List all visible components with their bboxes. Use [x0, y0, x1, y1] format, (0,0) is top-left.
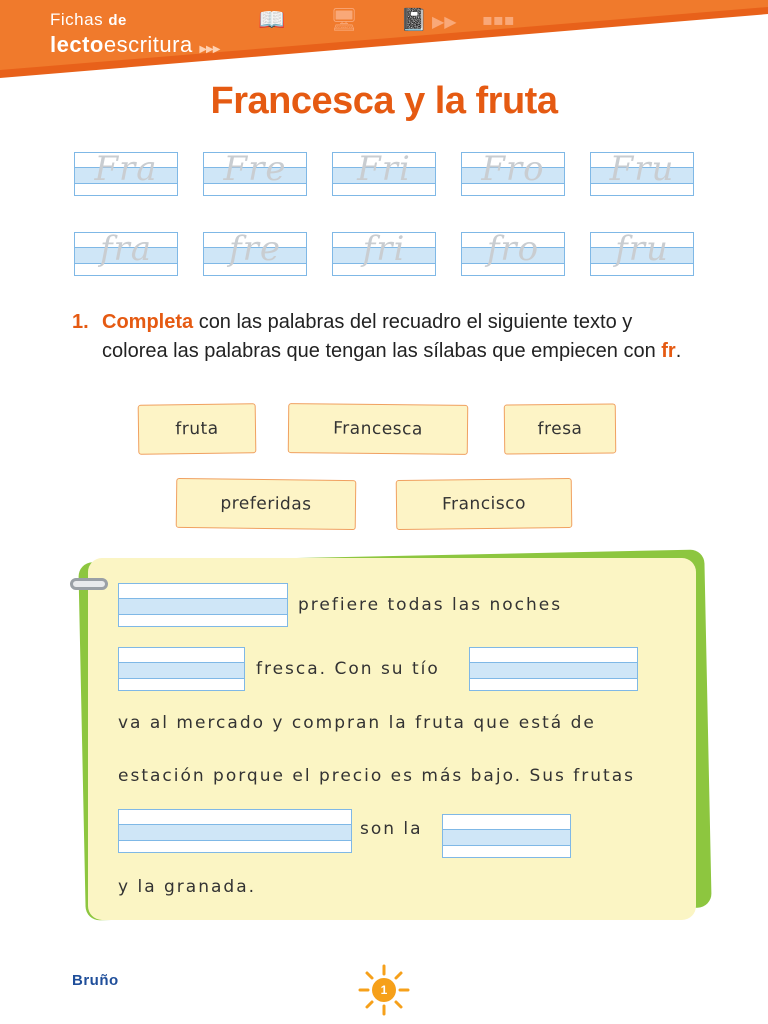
word-card[interactable]: fresa	[504, 403, 617, 454]
calligraphy-box[interactable]	[461, 149, 565, 196]
exercise-period: .	[675, 340, 682, 362]
passage-line-2: fresca. Con su tío	[256, 659, 440, 679]
calligraphy-box[interactable]	[461, 229, 565, 276]
exercise-number: 1.	[72, 311, 89, 333]
publisher-logo: Bruño	[72, 972, 119, 989]
calligraphy-box[interactable]	[203, 229, 307, 276]
exercise-highlight: fr	[661, 340, 676, 362]
passage-line-3: va al mercado y compran la fruta que está de	[118, 713, 596, 733]
brand-line-1	[50, 10, 127, 30]
passage-line-6: y la granada.	[118, 877, 257, 897]
brand-lecto: lecto	[50, 32, 104, 57]
passage-line-1: prefiere todas las noches	[298, 595, 563, 615]
calligraphy-text: Fri	[357, 149, 411, 189]
brand-fichas: Fichas	[50, 10, 104, 29]
word-card[interactable]: Francisco	[396, 478, 573, 530]
passage-line-5: son la	[360, 819, 423, 839]
calligraphy-text: Fru	[609, 149, 675, 189]
calligraphy-text: fru	[615, 229, 669, 269]
page-title: Francesca y la fruta	[210, 80, 558, 122]
tiles-icon: ▪▪▪	[482, 10, 515, 29]
word-card[interactable]: preferidas	[176, 478, 357, 530]
calligraphy-box[interactable]	[74, 229, 178, 276]
paperclip-icon	[70, 578, 108, 590]
calligraphy-text: Fra	[94, 149, 158, 189]
calligraphy-text: fri	[362, 229, 406, 269]
calligraphy-text: Fre	[223, 149, 287, 189]
calligraphy-text: fre	[229, 229, 281, 269]
exercise-keyword: Completa	[102, 311, 194, 333]
calligraphy-text: fra	[99, 229, 153, 269]
fill-blank-3[interactable]	[469, 647, 638, 691]
book-icon: 📖	[258, 8, 286, 33]
calligraphy-box[interactable]	[203, 149, 307, 196]
brand-line-2	[50, 32, 219, 58]
fill-blank-4[interactable]	[118, 809, 352, 853]
brand-de: de	[108, 12, 127, 29]
fill-blank-5[interactable]	[442, 814, 571, 858]
calligraphy-box[interactable]	[590, 229, 694, 276]
calligraphy-box[interactable]	[74, 149, 178, 196]
exercise-text: con las palabras del recuadro el siguiente texto y colorea las palabras que tengan las sílabas que empiecen con	[102, 311, 656, 362]
calligraphy-box[interactable]	[590, 149, 694, 196]
passage-line-4: estación porque el precio es más bajo. Sus frutas	[118, 766, 635, 786]
calligraphy-box[interactable]	[332, 149, 436, 196]
calligraphy-text: Fro	[481, 149, 545, 189]
word-card[interactable]: Francesca	[288, 403, 469, 455]
word-card[interactable]: fruta	[138, 403, 257, 455]
calligraphy-text: fro	[486, 229, 540, 269]
fill-blank-2[interactable]	[118, 647, 245, 691]
calligraphy-box[interactable]	[332, 229, 436, 276]
monitor-icon: 🖥	[330, 8, 358, 33]
brand-escritura: escritura	[103, 32, 193, 57]
forward-arrows-icon: ▶▶	[432, 12, 457, 31]
arrows-icon: ▶▶▶	[199, 44, 220, 55]
fill-blank-1[interactable]	[118, 583, 288, 627]
page-number: 1	[380, 983, 388, 997]
notebook-icon: 📓	[400, 8, 428, 33]
exercise-instruction	[72, 308, 692, 366]
